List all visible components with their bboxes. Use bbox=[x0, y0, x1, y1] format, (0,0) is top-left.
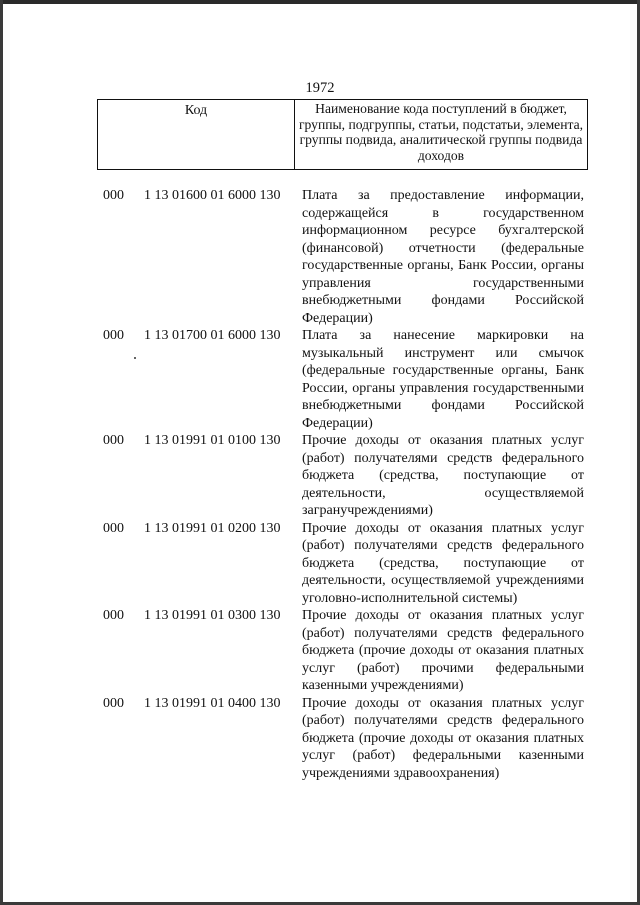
row-income-code: 1 13 01991 01 0200 130 bbox=[144, 520, 281, 536]
table-header bbox=[97, 99, 588, 170]
income-codes-list bbox=[0, 187, 640, 782]
row-income-code: 1 13 01700 01 6000 130 bbox=[144, 328, 281, 343]
row-admin-code: 000 bbox=[103, 608, 124, 623]
row-description: Прочие доходы от оказания платных услуг (работ) получателями средств федерального бюджета (прочие доходы от оказания платных услуг (работ) федеральными казенными учреждениями здравоохранения) bbox=[302, 695, 584, 781]
header-name-column: Наименование кода поступлений в бюджет, группы, подгруппы, статьи, подстатьи, элемента, группы подвида, аналитической группы подвида доходов bbox=[298, 101, 584, 163]
table-row bbox=[0, 187, 640, 327]
table-row bbox=[0, 607, 640, 695]
row-income-code: 1 13 01991 01 0400 130 bbox=[144, 695, 281, 711]
row-admin-code: 000 bbox=[103, 695, 124, 711]
row-description: Прочие доходы от оказания платных услуг (работ) получателями средств федерального бюджета (средства, поступающие от деятельности, осуществляемой учреждениями уголовно-исполнительной системы) bbox=[302, 520, 584, 606]
row-admin-code: 000 bbox=[103, 328, 124, 343]
row-income-code: 1 13 01600 01 6000 130 bbox=[144, 188, 281, 203]
page-number: 1972 bbox=[305, 80, 335, 96]
row-income-code: 1 13 01991 01 0100 130 bbox=[144, 433, 281, 448]
table-row bbox=[0, 432, 640, 520]
header-code-column: Код bbox=[98, 100, 295, 169]
table-row bbox=[0, 695, 640, 783]
row-description: Прочие доходы от оказания платных услуг (работ) получателями средств федерального бюджета (прочие доходы от оказания платных услуг (работ) прочими федеральными казенными учреждениями) bbox=[302, 608, 584, 693]
row-description: Плата за предоставление информации, содержащейся в государственном информационном ресурсе бухгалтерской (финансовой) отчетности (федеральные государственные органы, Банк России, органы управления государственными внебюджетными фондами Российской Федерации) bbox=[302, 188, 584, 326]
table-row bbox=[0, 520, 640, 608]
table-row bbox=[0, 327, 640, 432]
row-description: Прочие доходы от оказания платных услуг (работ) получателями средств федерального бюджета (средства, поступающие от деятельности, осуществляемой загранучреждениями) bbox=[302, 433, 584, 518]
scan-border-top bbox=[0, 0, 640, 4]
row-admin-code: 000 bbox=[103, 433, 124, 448]
row-description: Плата за нанесение маркировки на музыкальный инструмент или смычок (федеральные государственные органы, Банк России, органы управления государственными внебюджетными фондами Российской Федерации) bbox=[302, 328, 584, 431]
row-admin-code: 000 bbox=[103, 520, 124, 536]
row-admin-code: 000 bbox=[103, 188, 124, 203]
row-income-code: 1 13 01991 01 0300 130 bbox=[144, 608, 281, 623]
